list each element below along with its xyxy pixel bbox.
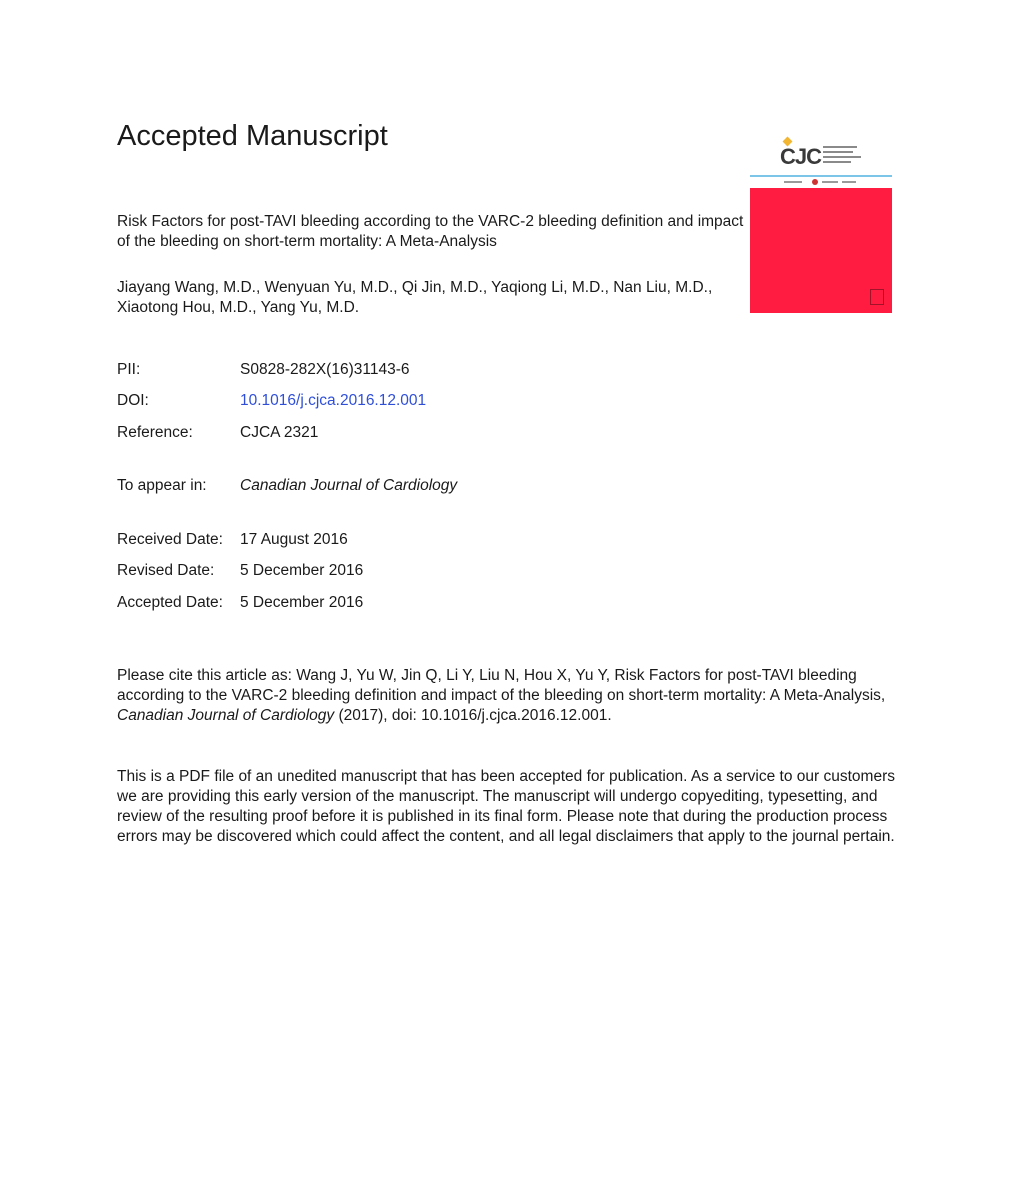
cover-info-strip xyxy=(750,177,892,188)
revised-value: 5 December 2016 xyxy=(240,562,364,579)
journal-name-lines xyxy=(823,146,863,166)
page-heading: Accepted Manuscript xyxy=(117,120,388,152)
accepted-label: Accepted Date: xyxy=(117,594,223,611)
received-value: 17 August 2016 xyxy=(240,531,348,548)
citation-paragraph xyxy=(117,666,897,726)
reference-label: Reference: xyxy=(117,424,193,441)
appear-value: Canadian Journal of Cardiology xyxy=(240,477,458,494)
journal-logo: CJC xyxy=(780,144,822,169)
article-authors: Jiayang Wang, M.D., Wenyuan Yu, M.D., Qi Jin, M.D., Yaqiong Li, M.D., Nan Liu, M.D., Xiaotong Hou, M.D., Yang Yu, M.D. xyxy=(117,279,713,316)
journal-cover-image xyxy=(750,133,892,313)
received-label: Received Date: xyxy=(117,531,223,548)
pii-value: S0828-282X(16)31143-6 xyxy=(240,361,410,378)
citation-suffix: (2017), doi: 10.1016/j.cjca.2016.12.001. xyxy=(334,707,612,724)
cover-masthead xyxy=(750,133,892,175)
appear-label: To appear in: xyxy=(117,477,207,494)
article-title: Risk Factors for post-TAVI bleeding according to the VARC-2 bleeding definition and impact of the bleeding on short-term mortality: A Meta-Analysis xyxy=(117,213,744,250)
reference-value: CJCA 2321 xyxy=(240,424,319,441)
accepted-value: 5 December 2016 xyxy=(240,594,364,611)
publisher-logo-icon xyxy=(870,289,884,305)
disclaimer-paragraph: This is a PDF file of an unedited manuscript that has been accepted for publication. As a service to our customers we are providing this early version of the manuscript. The manuscript will undergo copyediting, typesetting, and review of the resulting proof before it is published in its final form. Please note that during the production process errors may be discovered which could affect the content, and all legal disclaimers that apply to the journal pertain. xyxy=(117,768,895,845)
doi-link[interactable]: 10.1016/j.cjca.2016.12.001 xyxy=(240,392,427,409)
citation-journal: Canadian Journal of Cardiology xyxy=(117,707,335,724)
pii-label: PII: xyxy=(117,361,141,378)
cover-artwork xyxy=(750,188,892,313)
doi-label: DOI: xyxy=(117,392,149,409)
citation-prefix: Please cite this article as: Wang J, Yu W, Jin Q, Li Y, Liu N, Hou X, Yu Y, Risk Factors for post-TAVI bleeding according to the VARC-2 bleeding definition and impact of the bleeding on short-term mortality: A Meta-Analysis, xyxy=(117,667,886,704)
revised-label: Revised Date: xyxy=(117,562,215,579)
